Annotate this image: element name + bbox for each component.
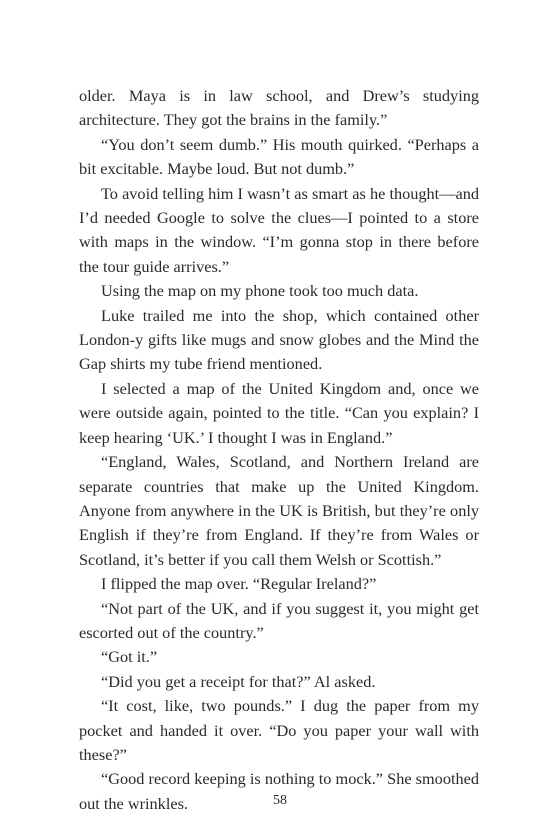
paragraph-11: “Did you get a receipt for that?” Al asked. — [101, 671, 376, 691]
paragraph-5: Luke trailed me into the shop, which contained other London-y gifts like mugs and snow globes and the Mind the Gap shirts my tube friend mentioned. — [79, 305, 479, 374]
paragraph-6: I selected a map of the United Kingdom and, once we were outside again, pointed to the title. “Can you explain? I keep hearing ‘UK.’ I thought I was in England.” — [79, 378, 479, 447]
paragraph-13: “Good record keeping is nothing to mock.” She smoothed out the wrinkles. — [79, 769, 479, 813]
paragraph-10: “Got it.” — [101, 647, 158, 667]
body-text — [79, 84, 479, 816]
paragraph-12: “It cost, like, two pounds.” I dug the paper from my pocket and handed it over. “Do you paper your wall with these?” — [79, 696, 479, 764]
page-number: 58 — [273, 793, 287, 808]
paragraph-3: To avoid telling him I wasn’t as smart as he thought—and I’d needed Google to solve the clues—I pointed to a store with maps in the window. “I’m gonna stop in there before the tour guide arrives.” — [79, 183, 479, 276]
paragraph-2: “You don’t seem dumb.” His mouth quirked. “Perhaps a bit excitable. Maybe loud. But not dumb.” — [79, 134, 479, 179]
paragraph-1: older. Maya is in law school, and Drew’s studying architecture. They got the brains in the family.” — [79, 86, 479, 130]
paragraph-9: “Not part of the UK, and if you suggest it, you might get escorted out of the country.” — [79, 598, 479, 642]
paragraph-4: Using the map on my phone took too much data. — [101, 281, 419, 301]
paragraph-8: I flipped the map over. “Regular Ireland?” — [101, 574, 377, 594]
paragraph-7: “England, Wales, Scotland, and Northern Ireland are separate countries that make up the United Kingdom. Anyone from anywhere in the UK is British, but they’re only English if they’re from England. If they’re from Wales or Scotland, it’s better if you call them Welsh or Scottish.” — [79, 452, 479, 569]
